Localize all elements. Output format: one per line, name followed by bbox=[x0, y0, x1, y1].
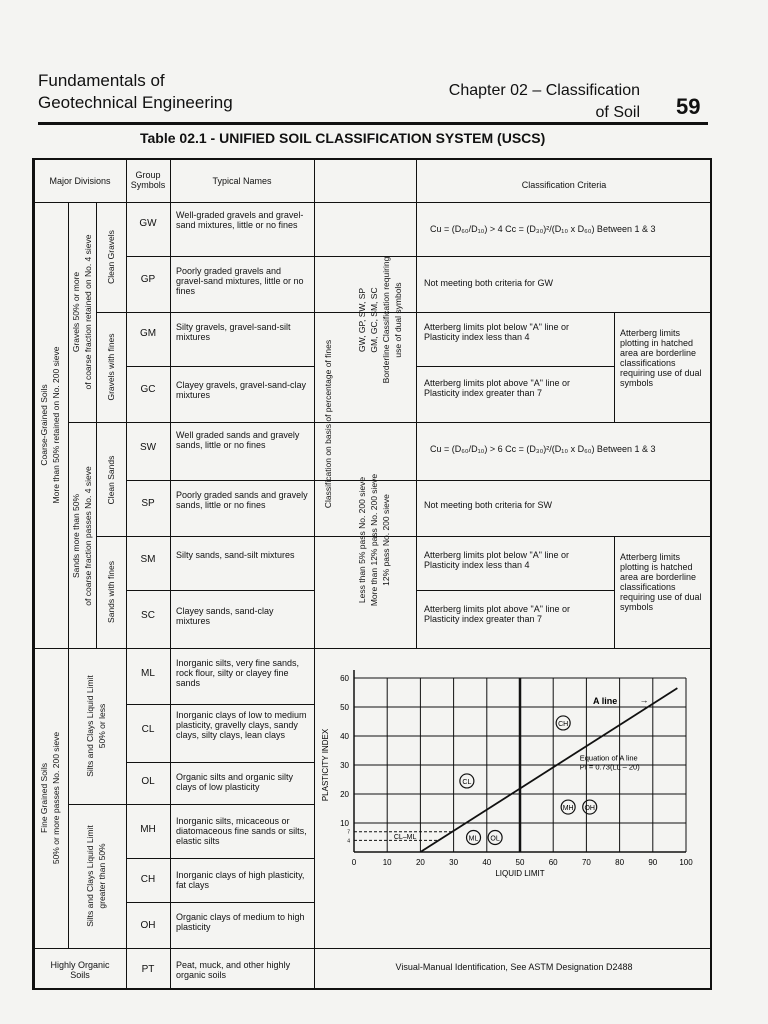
vline-hatch-g bbox=[614, 312, 615, 422]
header-rule bbox=[38, 122, 708, 125]
zone-cl-text: CL bbox=[462, 778, 472, 786]
x-tick-label-20: 20 bbox=[415, 858, 425, 867]
name-sc: Clayey sands, sand-clay mixtures bbox=[176, 606, 274, 626]
name-gc: Clayey gravels, gravel-sand-clay mixtures bbox=[176, 380, 307, 400]
y-tick-label-60: 60 bbox=[340, 674, 349, 683]
a-line-label: A line bbox=[593, 696, 618, 707]
symbol-gm: GM bbox=[139, 328, 157, 339]
criteria-sm: Atterberg limits plot below "A" line or Plasticity index less than 4 bbox=[424, 550, 569, 570]
chapter-title-line1: Chapter 02 – Classification bbox=[448, 82, 640, 99]
symbol-sp: SP bbox=[141, 498, 155, 509]
hline-fine bbox=[34, 948, 712, 949]
vline-sub1 bbox=[68, 202, 69, 948]
x-tick-label-60: 60 bbox=[548, 858, 558, 867]
y-tick-label-20: 20 bbox=[340, 790, 349, 799]
header-major-divisions: Major Divisions bbox=[49, 176, 111, 186]
x-tick-label-80: 80 bbox=[615, 858, 625, 867]
name-mh: Inorganic silts, micaceous or diatomaceous fine sands or silts, elastic silts bbox=[176, 816, 307, 846]
symbol-pt: PT bbox=[141, 964, 155, 975]
book-title-line1: Fundamentals of bbox=[38, 71, 165, 90]
book-title-line2: Geotechnical Engineering bbox=[38, 93, 233, 112]
zone-ml bbox=[467, 831, 481, 845]
symbol-cl: CL bbox=[141, 724, 155, 735]
fines-12: 12% pass No. 200 sieve bbox=[381, 494, 391, 586]
label-gravels-with-fines: Gravels with fines bbox=[106, 333, 116, 401]
name-gp: Poorly graded gravels and gravel-sand mixtures, little or no fines bbox=[176, 266, 304, 296]
zone-ol bbox=[488, 831, 502, 845]
x-tick-label-0: 0 bbox=[351, 858, 357, 867]
footer-note: Visual-Manual Identification, See ASTM Designation D2488 bbox=[395, 962, 633, 972]
x-tick-label-40: 40 bbox=[482, 858, 492, 867]
hline-silts bbox=[68, 804, 315, 805]
name-gm: Silty gravels, gravel-sand-silt mixtures bbox=[176, 322, 291, 342]
symbol-gw: GW bbox=[139, 218, 157, 229]
chart-axes bbox=[321, 670, 686, 878]
name-cl: Inorganic clays of low to medium plasticity, gravelly clays, sandy clays, silty clays, lean clays bbox=[176, 710, 307, 740]
y-tick-label-40: 40 bbox=[340, 732, 349, 741]
hline-gp bbox=[96, 312, 712, 313]
plasticity-chart bbox=[316, 650, 712, 946]
symbol-oh: OH bbox=[140, 920, 156, 931]
hline-sp bbox=[96, 536, 712, 537]
hline-ch bbox=[126, 902, 315, 903]
y-axis-label: PLASTICITY INDEX bbox=[321, 728, 330, 802]
label-highly-organic-line2: Soils bbox=[70, 970, 90, 980]
criteria-gp: Not meeting both criteria for GW bbox=[424, 278, 554, 288]
hline-ml bbox=[126, 704, 315, 705]
criteria-sw: Cu = (D₆₀/D₁₀) > 6 Cc = (D₃₀)²/(D₁₀ x D₆₀) Between 1 & 3 bbox=[430, 444, 656, 454]
uscs-table bbox=[32, 158, 712, 990]
zone-oh bbox=[583, 800, 597, 814]
criteria-s-hatched: Atterberg limits plotting is hatched area are borderline classifications requiring use of dual symbols bbox=[620, 552, 702, 612]
zone-ml-text: ML bbox=[468, 835, 479, 843]
zone-mh bbox=[561, 800, 575, 814]
fines-more-12: More than 12% pass No. 200 sieve bbox=[369, 473, 379, 607]
vline-major bbox=[34, 160, 35, 988]
zone-ch-text: CH bbox=[558, 720, 569, 728]
symbol-mh: MH bbox=[140, 824, 156, 835]
y-tick-label-10: 10 bbox=[340, 819, 349, 828]
fines-symbols-fines: GM, GC, SM, SC bbox=[369, 287, 379, 353]
fines-borderline: Borderline Classification requiring bbox=[381, 256, 391, 384]
fines-less-5: Less than 5% pass No. 200 sieve bbox=[357, 476, 367, 604]
label-silts-low-line1: Silts and Clays Liquid Limit bbox=[85, 675, 95, 777]
vline-names-right bbox=[314, 160, 315, 988]
name-pt: Peat, muck, and other highly organic soils bbox=[176, 960, 291, 980]
label-silts-low-line2: 50% or less bbox=[97, 703, 107, 749]
criteria-g-hatched: Atterberg limits plotting in hatched area are borderline classifications requiring use of dual symbols bbox=[620, 328, 702, 388]
fines-symbols-clean: GW, GP, SW, SP bbox=[357, 287, 367, 353]
vline-sub2 bbox=[96, 202, 97, 648]
hline-sw bbox=[126, 480, 712, 481]
hline-sm-crit bbox=[416, 590, 614, 591]
x-axis-label: LIQUID LIMIT bbox=[495, 869, 545, 878]
name-ch: Inorganic clays of high plasticity, fat clays bbox=[176, 870, 305, 890]
label-gravel-line1: Gravels 50% or more bbox=[71, 271, 81, 353]
label-highly-organic bbox=[34, 960, 126, 980]
hline-cl bbox=[126, 762, 315, 763]
zone-cl-ml: CL–ML bbox=[393, 833, 417, 841]
label-sand-line2: of coarse fraction passes No. 4 sieve bbox=[83, 466, 93, 606]
hline-mh bbox=[126, 858, 315, 859]
x-tick-label-90: 90 bbox=[648, 858, 658, 867]
label-sand-line1: Sands more than 50% bbox=[71, 493, 81, 579]
chapter-title bbox=[405, 80, 640, 124]
header-group-line2: Symbols bbox=[130, 180, 166, 190]
label-sands-with-fines: Sands with fines bbox=[106, 561, 116, 623]
y-tick-label-30: 30 bbox=[340, 761, 349, 770]
label-coarse-line1: Coarse-Grained Soils bbox=[39, 384, 49, 466]
symbol-ml: ML bbox=[141, 668, 155, 679]
hline-sm bbox=[126, 590, 315, 591]
label-silts-high-line2: greater than 50% bbox=[97, 843, 107, 909]
name-sp: Poorly graded sands and gravely sands, little or no fines bbox=[176, 490, 308, 510]
a-line-arrow: → bbox=[639, 695, 649, 706]
page-number: 59 bbox=[676, 94, 701, 119]
label-highly-organic-line1: Highly Organic bbox=[50, 960, 110, 970]
y-tick-label-50: 50 bbox=[340, 703, 349, 712]
chapter-title-line2: of Soil bbox=[595, 104, 640, 121]
name-ml: Inorganic silts, very fine sands, rock flour, silty or clayey fine sands bbox=[176, 658, 300, 688]
name-ol: Organic silts and organic silty clays of low plasticity bbox=[176, 772, 294, 792]
symbol-sw: SW bbox=[139, 442, 157, 453]
name-sw: Well graded sands and gravely sands, little or no fines bbox=[176, 430, 300, 450]
hline-gravel bbox=[68, 422, 712, 423]
x-tick-label-50: 50 bbox=[515, 858, 525, 867]
label-gravel-line2: of coarse fraction retained on No. 4 sieve bbox=[83, 234, 93, 390]
criteria-sp: Not meeting both criteria for SW bbox=[424, 500, 553, 510]
label-silts-high-line1: Silts and Clays Liquid Limit bbox=[85, 825, 95, 927]
label-clean-gravels: Clean Gravels bbox=[106, 230, 116, 284]
header-classification-criteria: Classification Criteria bbox=[521, 180, 607, 190]
x-tick-label-10: 10 bbox=[382, 858, 392, 867]
y-small-tick-4: 4 bbox=[347, 838, 350, 845]
fines-dual-symbols: use of dual symbols bbox=[393, 282, 403, 358]
table-title: Table 02.1 - UNIFIED SOIL CLASSIFICATION SYSTEM (USCS) bbox=[140, 130, 546, 146]
zone-ol-text: OL bbox=[490, 835, 500, 843]
name-gw: Well-graded gravels and gravel-sand mixtures, little or no fines bbox=[176, 210, 304, 230]
x-tick-label-100: 100 bbox=[679, 858, 693, 867]
symbol-gc: GC bbox=[140, 384, 156, 395]
y-small-tick-7: 7 bbox=[347, 829, 350, 836]
criteria-sc: Atterberg limits plot above "A" line or Plasticity index greater than 7 bbox=[424, 604, 570, 624]
criteria-gc: Atterberg limits plot above "A" line or Plasticity index greater than 7 bbox=[424, 378, 570, 398]
symbol-gp: GP bbox=[140, 274, 156, 285]
x-tick-label-70: 70 bbox=[581, 858, 591, 867]
header-typical-names: Typical Names bbox=[212, 176, 272, 186]
criteria-gm: Atterberg limits plot below "A" line or Plasticity index less than 4 bbox=[424, 322, 569, 342]
label-coarse-line2: More than 50% retained on No. 200 sieve bbox=[51, 346, 61, 504]
hline-coarse bbox=[34, 648, 712, 649]
header-group-line1: Group bbox=[135, 170, 161, 180]
name-sm: Silty sands, sand-silt mixtures bbox=[176, 550, 295, 560]
hline-gm bbox=[126, 366, 315, 367]
zone-ch bbox=[556, 716, 570, 730]
x-tick-label-30: 30 bbox=[449, 858, 459, 867]
header-group-symbols bbox=[126, 170, 170, 190]
hline-gw bbox=[126, 256, 712, 257]
symbol-ol: OL bbox=[141, 776, 155, 787]
criteria-gw: Cu = (D₆₀/D₁₀) > 4 Cc = (D₃₀)²/(D₁₀ x D₆₀) Between 1 & 3 bbox=[430, 224, 656, 234]
book-title bbox=[38, 70, 233, 114]
vline-fines-right bbox=[416, 160, 417, 648]
zone-mh-text: MH bbox=[562, 805, 574, 813]
symbol-sc: SC bbox=[141, 610, 155, 621]
a-line-equation-title: Equation of A line bbox=[579, 753, 638, 763]
symbol-sm: SM bbox=[140, 554, 156, 565]
label-fine-line1: Fine Grained Soils bbox=[39, 763, 49, 833]
fines-basis-label: Classification on basis of percentage of fines bbox=[323, 339, 333, 509]
name-oh: Organic clays of medium to high plasticity bbox=[176, 912, 305, 932]
hline-gm-crit bbox=[416, 366, 614, 367]
vline-hatch-s bbox=[614, 536, 615, 648]
label-fine-line2: 50% or more passes No. 200 sieve bbox=[51, 731, 61, 865]
zone-oh-text: OH bbox=[584, 805, 595, 813]
zone-cl bbox=[460, 774, 474, 788]
a-line-equation: PI = 0.73(LL – 20) bbox=[579, 762, 640, 772]
label-clean-sands: Clean Sands bbox=[106, 455, 116, 505]
symbol-ch: CH bbox=[140, 874, 156, 885]
hline-header bbox=[34, 202, 712, 203]
